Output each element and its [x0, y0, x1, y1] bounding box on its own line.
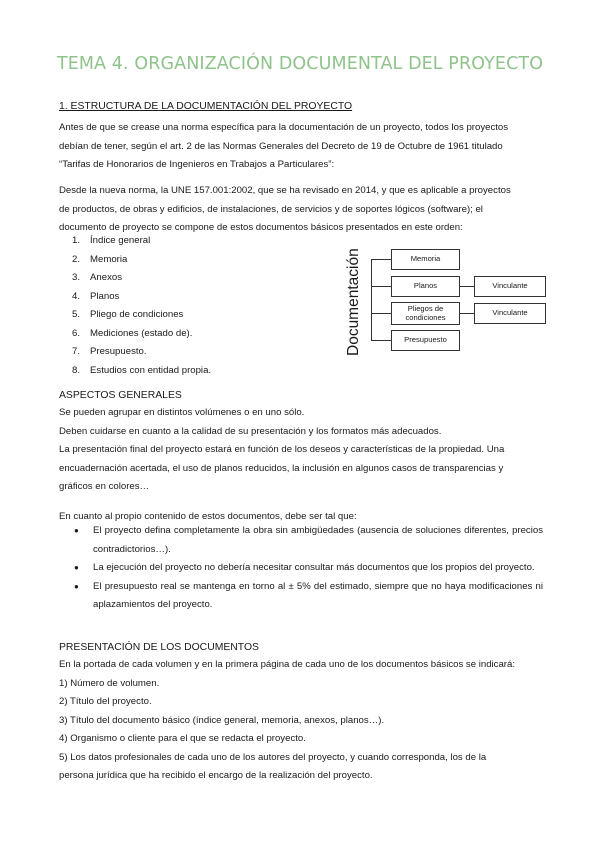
- list-item: ● El presupuesto real se mantenga en torno al ± 5% del estimado, siempre que no haya modificaciones ni aplazamientos del proyecto.: [72, 578, 543, 615]
- page-title: TEMA 4. ORGANIZACIÓN DOCUMENTAL DEL PROYECTO: [56, 54, 544, 74]
- list-item: 6. Mediciones (estado de).: [72, 327, 193, 339]
- bullet-icon: ●: [74, 581, 79, 591]
- intro-paragraph: [59, 119, 543, 175]
- intro-line: Antes de que se crease una norma específica para la documentación de un proyecto, todos los proyectos: [59, 122, 509, 133]
- list-item: 7. Presupuesto.: [72, 346, 147, 357]
- presentacion-intro: En la portada de cada volumen y en la primera página de cada uno de los documentos básicos se indicará:: [59, 659, 515, 670]
- diagram-box-vinculante-pliegos: Vinculante: [474, 303, 546, 324]
- norma-line: de productos, de obras y edificios, de instalaciones, de servicios y de soportes lógicos (software); el: [59, 203, 483, 215]
- diagram-box-planos: Planos: [391, 276, 460, 297]
- section-heading-aspectos: ASPECTOS GENERALES: [59, 390, 182, 401]
- aspectos-line: encuadernación acertada, el uso de planos reducidos, la inclusión en algunos casos de transparencias y: [59, 462, 504, 474]
- list-item: ● El proyecto defina completamente la obra sin ambigüedades (ausencia de soluciones diferentes, precios contradictorios…).: [72, 522, 543, 559]
- documentation-diagram: [345, 245, 549, 357]
- aspectos-paragraph: [59, 404, 543, 497]
- presentacion-item: 4) Organismo o cliente para el que se redacta el proyecto.: [59, 733, 306, 744]
- list-item: 3. Anexos: [72, 272, 122, 283]
- norma-line: documento de proyecto se compone de estos documentos básicos presentados en este orden:: [59, 222, 463, 233]
- diagram-box-pliegos-line: Pliegos de: [407, 304, 444, 313]
- list-item: 4. Planos: [72, 290, 120, 302]
- list-item: 1. Índice general: [72, 235, 151, 246]
- diagram-box-pliegos: [391, 302, 460, 325]
- presentacion-item: 1) Número de volumen.: [59, 677, 160, 689]
- contenido-bullets: [72, 522, 543, 615]
- list-item: 5. Pliego de condiciones: [72, 309, 184, 320]
- diagram-connector: [371, 313, 391, 314]
- presentacion-item: 3) Título del documento básico (índice general, memoria, anexos, planos…).: [59, 714, 385, 726]
- diagram-box-memoria: Memoria: [391, 249, 460, 270]
- diagram-box-pliegos-line: condiciones: [405, 312, 446, 322]
- contenido-intro: En cuanto al propio contenido de estos documentos, debe ser tal que:: [59, 511, 357, 522]
- diagram-connector: [371, 286, 391, 287]
- diagram-connector: [371, 259, 372, 341]
- aspectos-line: La presentación final del proyecto estará en función de los deseos y características de la propiedad. Una: [59, 444, 505, 455]
- aspectos-line: gráficos en colores…: [59, 481, 150, 492]
- documents-list: [72, 232, 211, 380]
- presentacion-item: 5) Los datos profesionales de cada uno de los autores del proyecto, y cuando corresponda, los de la: [59, 751, 487, 763]
- bullet-icon: ●: [74, 563, 79, 572]
- aspectos-line: Deben cuidarse en cuanto a la calidad de su presentación y los formatos más adecuados.: [59, 425, 442, 437]
- intro-line: “Tarifas de Honorarios de Ingenieros en Trabajos a Particulares”:: [59, 159, 335, 170]
- diagram-box-presupuesto: Presupuesto: [391, 330, 460, 351]
- list-item: 2. Memoria: [72, 253, 128, 265]
- presentacion-paragraph: [59, 656, 543, 786]
- diagram-box-vinculante-planos: Vinculante: [474, 276, 546, 297]
- list-item: 8. Estudios con entidad propia.: [72, 364, 212, 376]
- diagram-connector: [460, 286, 474, 287]
- diagram-root-label: Documentación: [345, 248, 362, 356]
- norma-line: Desde la nueva norma, la UNE 157.001:2002, que se ha revisado en 2014, y que es aplicable a proyectos: [59, 185, 511, 196]
- section-heading-estructura: 1. ESTRUCTURA DE LA DOCUMENTACIÓN DEL PROYECTO: [59, 101, 353, 112]
- aspectos-line: Se pueden agrupar en distintos volúmenes o en uno sólo.: [59, 407, 305, 418]
- norma-paragraph: [59, 182, 543, 238]
- section-heading-presentacion: PRESENTACIÓN DE LOS DOCUMENTOS: [59, 642, 259, 653]
- presentacion-item: 2) Título del proyecto.: [59, 696, 152, 707]
- list-item: ● La ejecución del proyecto no debería necesitar consultar más documentos que los propios del proyecto.: [72, 559, 543, 578]
- intro-line: debían de tener, según el art. 2 de las Normas Generales del Decreto de 19 de Octubre de 1961 titulado: [59, 140, 503, 152]
- diagram-connector: [371, 340, 391, 341]
- presentacion-item: persona jurídica que ha recibido el encargo de la realización del proyecto.: [59, 770, 373, 781]
- diagram-connector: [371, 259, 391, 260]
- bullet-icon: ●: [74, 526, 79, 535]
- diagram-connector: [460, 313, 474, 314]
